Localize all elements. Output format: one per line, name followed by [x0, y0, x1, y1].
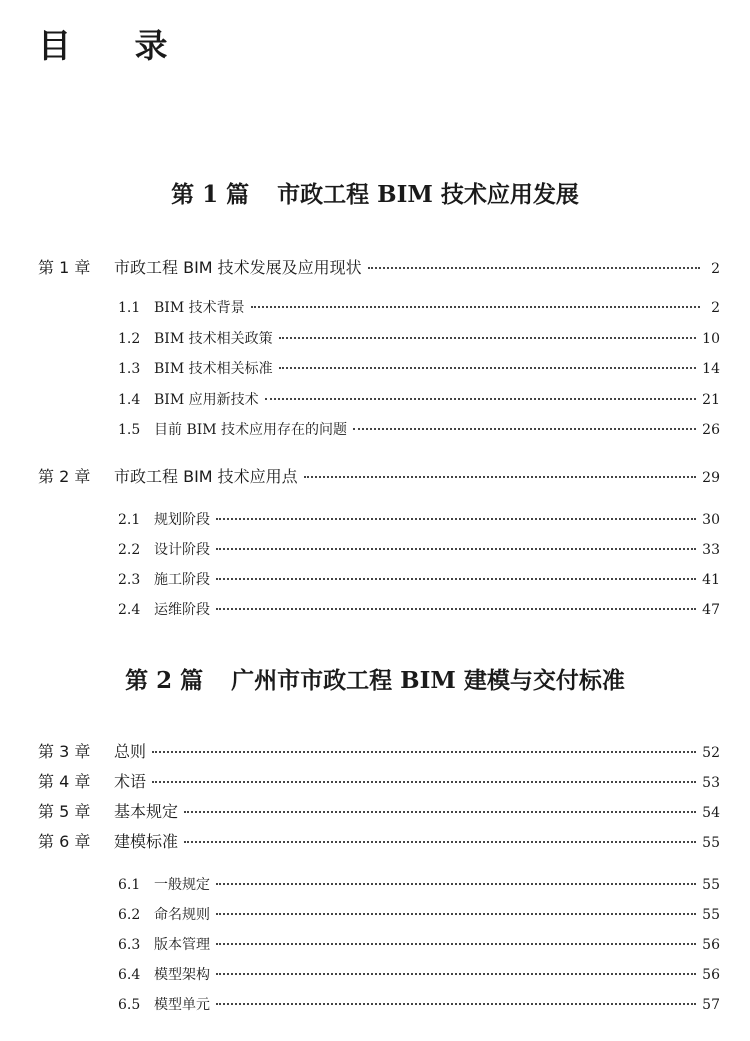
page-number: 53	[702, 775, 720, 791]
chapter-title: 总则	[114, 742, 147, 761]
page-number: 54	[702, 805, 720, 821]
chapter-number: 第 4 章	[38, 772, 91, 791]
section-number: 1.4	[118, 392, 141, 408]
part-number: 第 1 篇	[171, 181, 250, 208]
dot-leader	[184, 841, 696, 843]
dot-leader	[216, 548, 696, 550]
chapter-number: 第 5 章	[38, 802, 91, 821]
page-number: 29	[702, 470, 720, 486]
chapter-title: 建模标准	[114, 832, 179, 851]
dot-leader	[279, 337, 697, 339]
page-number: 10	[702, 331, 720, 347]
section-number: 6.2	[118, 907, 141, 923]
section-title: 版本管理	[154, 937, 210, 953]
toc-section-row[interactable]	[118, 904, 720, 924]
page-number: 52	[702, 745, 720, 761]
section-title: 模型单元	[154, 997, 210, 1013]
toc-section-row[interactable]	[118, 328, 720, 348]
dot-leader	[152, 751, 696, 753]
dot-leader	[184, 811, 696, 813]
dot-leader	[304, 476, 696, 478]
page-number: 55	[702, 907, 720, 923]
section-number: 6.1	[118, 877, 141, 893]
toc-section-row[interactable]	[118, 509, 720, 529]
section-number: 6.5	[118, 997, 141, 1013]
dot-leader	[368, 267, 700, 269]
page-number: 33	[702, 542, 720, 558]
chapter-number: 第 1 章	[38, 258, 91, 277]
part-name: 市政工程 BIM 技术应用发展	[277, 181, 579, 208]
dot-leader	[279, 367, 697, 369]
toc-section-row[interactable]	[118, 994, 720, 1014]
toc-chapter-row[interactable]	[38, 255, 720, 278]
section-number: 2.3	[118, 572, 141, 588]
section-title: 一般规定	[154, 877, 210, 893]
page-number: 21	[702, 392, 720, 408]
dot-leader	[216, 1003, 696, 1005]
page-number: 2	[711, 300, 720, 316]
chapter-title: 基本规定	[114, 802, 179, 821]
part-number: 第 2 篇	[125, 667, 204, 694]
section-title: 命名规则	[154, 907, 210, 923]
section-title: 设计阶段	[154, 542, 210, 558]
toc-section-row[interactable]	[118, 389, 720, 409]
toc-chapter-row[interactable]	[38, 769, 720, 792]
section-title: BIM 技术相关政策	[154, 331, 273, 347]
dot-leader	[216, 913, 696, 915]
chapter-number: 第 6 章	[38, 832, 91, 851]
toc-chapter-row[interactable]	[38, 799, 720, 822]
page-number: 2	[711, 261, 720, 277]
page-number: 56	[702, 937, 720, 953]
dot-leader	[265, 398, 697, 400]
page-number: 26	[702, 422, 720, 438]
section-number: 1.1	[118, 300, 141, 316]
section-number: 6.3	[118, 937, 141, 953]
toc-section-row[interactable]	[118, 599, 720, 619]
part-title	[0, 176, 750, 209]
section-title: 目前 BIM 技术应用存在的问题	[154, 422, 348, 438]
chapter-title: 市政工程 BIM 技术应用点	[114, 467, 298, 486]
section-title: BIM 技术相关标准	[154, 361, 273, 377]
chapter-number: 第 2 章	[38, 467, 91, 486]
toc-chapter-row[interactable]	[38, 464, 720, 487]
dot-leader	[353, 428, 696, 430]
page-number: 41	[702, 572, 720, 588]
toc-section-row[interactable]	[118, 358, 720, 378]
dot-leader	[152, 781, 696, 783]
page-number: 56	[702, 967, 720, 983]
dot-leader	[251, 306, 700, 308]
page-number: 14	[702, 361, 720, 377]
toc-section-row[interactable]	[118, 419, 720, 439]
section-title: 运维阶段	[154, 602, 210, 618]
part-title	[0, 662, 750, 695]
page-number: 47	[702, 602, 720, 618]
toc-section-row[interactable]	[118, 539, 720, 559]
page-number: 30	[702, 512, 720, 528]
section-number: 2.2	[118, 542, 141, 558]
dot-leader	[216, 883, 696, 885]
dot-leader	[216, 578, 696, 580]
chapter-number: 第 3 章	[38, 742, 91, 761]
section-title: BIM 技术背景	[154, 300, 245, 316]
section-number: 2.1	[118, 512, 141, 528]
section-number: 2.4	[118, 602, 141, 618]
section-number: 6.4	[118, 967, 141, 983]
toc-section-row[interactable]	[118, 569, 720, 589]
toc-section-row[interactable]	[118, 934, 720, 954]
page-number: 57	[702, 997, 720, 1013]
page-title: 目 录	[38, 26, 194, 65]
section-number: 1.5	[118, 422, 141, 438]
section-title: 模型架构	[154, 967, 210, 983]
toc-section-row[interactable]	[118, 297, 720, 317]
toc-chapter-row[interactable]	[38, 829, 720, 852]
dot-leader	[216, 973, 696, 975]
page-number: 55	[702, 835, 720, 851]
toc-section-row[interactable]	[118, 874, 720, 894]
toc-section-row[interactable]	[118, 964, 720, 984]
toc-chapter-row[interactable]	[38, 739, 720, 762]
dot-leader	[216, 608, 696, 610]
dot-leader	[216, 943, 696, 945]
section-number: 1.2	[118, 331, 141, 347]
chapter-title: 市政工程 BIM 技术发展及应用现状	[114, 258, 362, 277]
chapter-title: 术语	[114, 772, 147, 791]
section-title: BIM 应用新技术	[154, 392, 259, 408]
section-title: 施工阶段	[154, 572, 210, 588]
section-title: 规划阶段	[154, 512, 210, 528]
section-number: 1.3	[118, 361, 141, 377]
part-name: 广州市市政工程 BIM 建模与交付标准	[231, 667, 625, 694]
dot-leader	[216, 518, 696, 520]
page-number: 55	[702, 877, 720, 893]
